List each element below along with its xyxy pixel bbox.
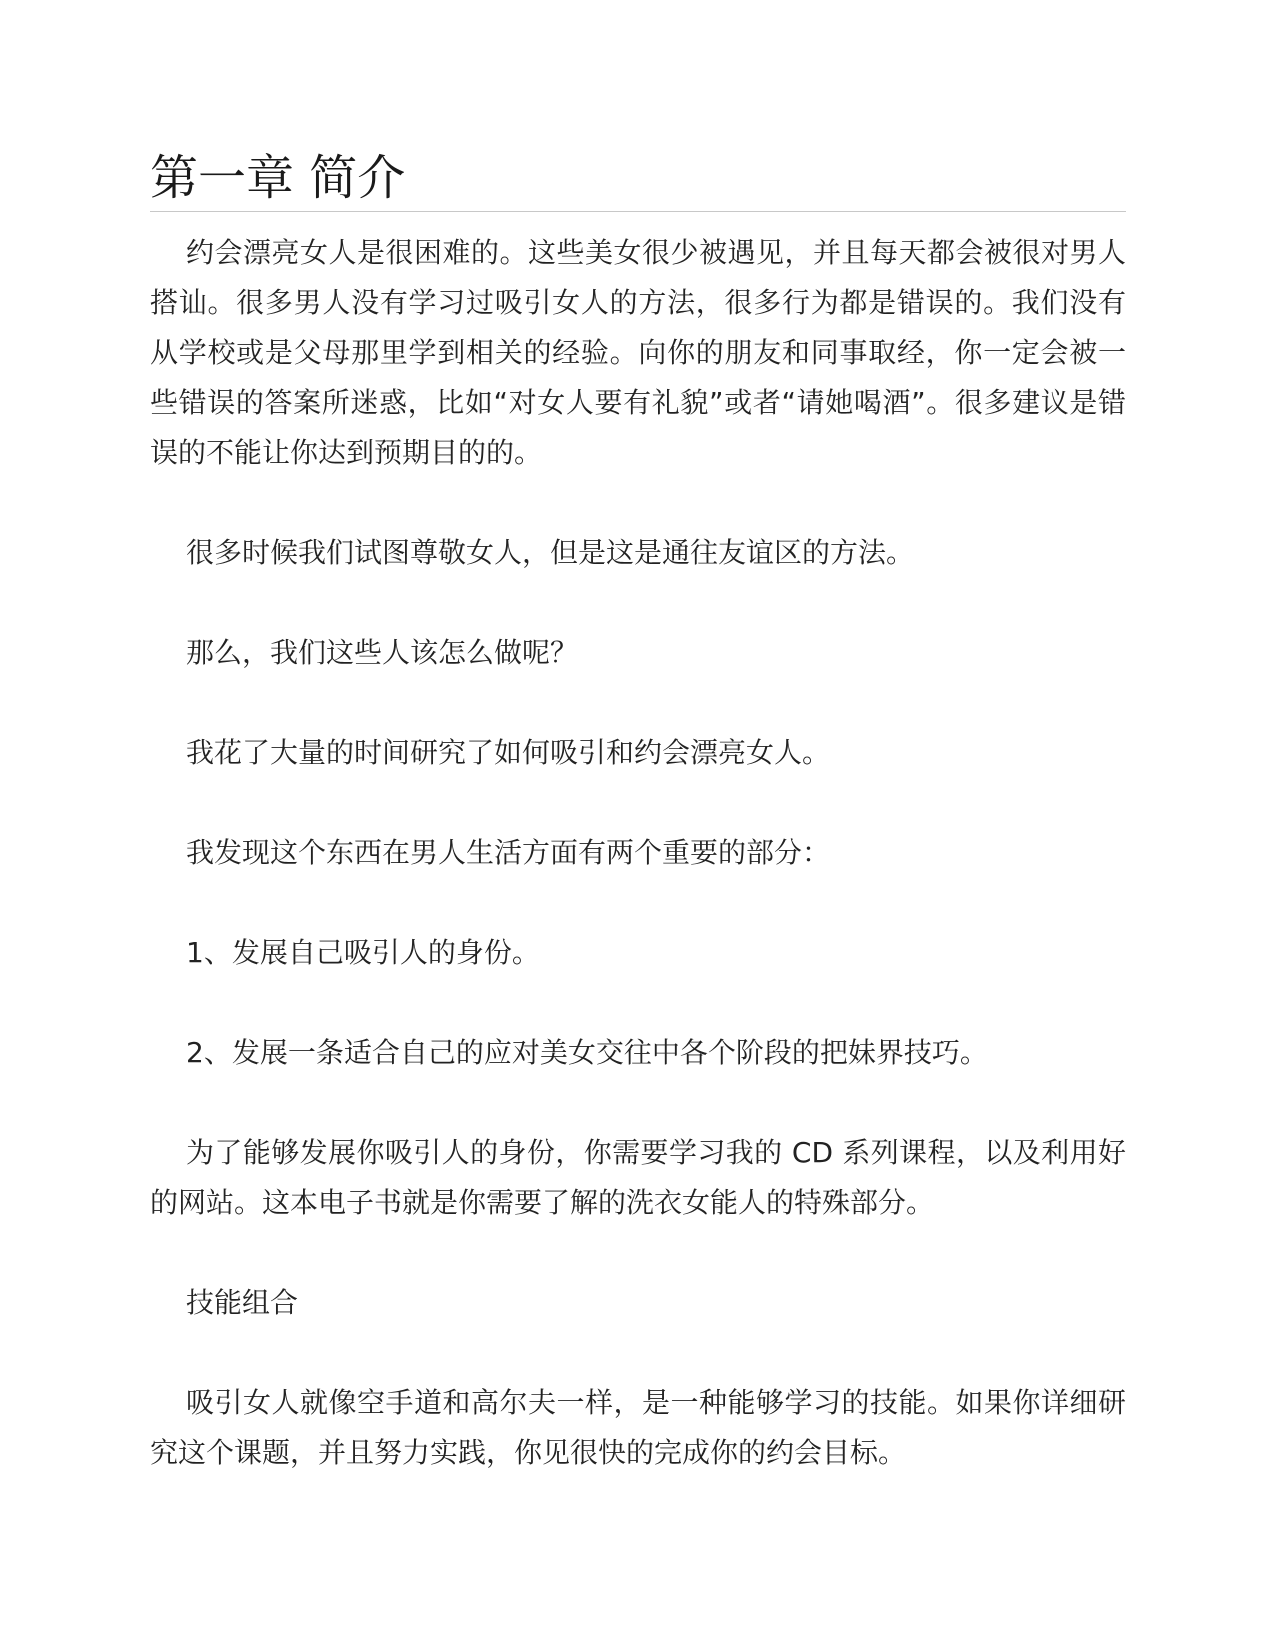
title-divider <box>150 211 1126 212</box>
paragraph-intro: 约会漂亮女人是很困难的。这些美女很少被遇见，并且每天都会被很对男人搭讪。很多男人没有学习过吸引女人的方法，很多行为都是错误的。我们没有从学校或是父母那里学到相关的经验。向你的朋友和同事取经，你一定会被一些错误的答案所迷惑，比如“对女人要有礼貌”或者“请她喝酒”。很多建议是错误的不能让你达到预期目的的。 <box>150 236 1126 469</box>
section-heading-skills: 技能组合 <box>186 1286 299 1319</box>
list-item-1: 1、发展自己吸引人的身份。 <box>186 936 540 969</box>
paragraph-cd-course: 为了能够发展你吸引人的身份，你需要学习我的 CD 系列课程，以及利用好的网站。这本电子书就是你需要了解的洗衣女能人的特殊部分。 <box>150 1136 1126 1219</box>
paragraph-question: 那么，我们这些人该怎么做呢？ <box>186 636 579 669</box>
paragraph-respect: 很多时候我们试图尊敬女人，但是这是通往友谊区的方法。 <box>186 536 915 569</box>
chapter-body <box>150 228 1126 1478</box>
paragraph-skills: 吸引女人就像空手道和高尔夫一样，是一种能够学习的技能。如果你详细研究这个课题，并且努力实践，你见很快的完成你的约会目标。 <box>150 1386 1126 1469</box>
chapter-title: 第一章 简介 <box>150 150 406 206</box>
paragraph-two-parts: 我发现这个东西在男人生活方面有两个重要的部分： <box>186 836 831 869</box>
paragraph-research: 我花了大量的时间研究了如何吸引和约会漂亮女人。 <box>186 736 831 769</box>
list-item-2: 2、发展一条适合自己的应对美女交往中各个阶段的把妹界技巧。 <box>186 1036 988 1069</box>
